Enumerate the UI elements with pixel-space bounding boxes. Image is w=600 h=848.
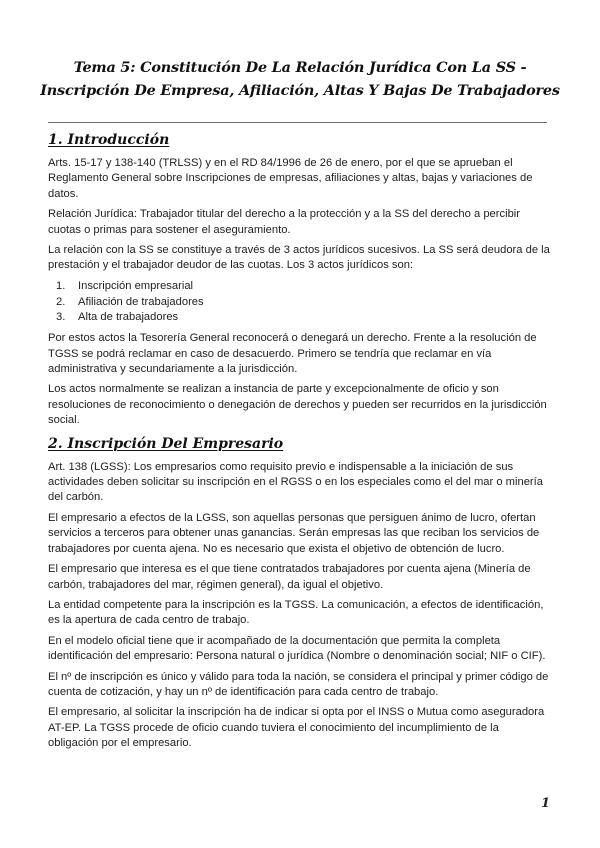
paragraph: En el modelo oficial tiene que ir acompañado de la documentación que permita la completa identificación del empresario: Persona natural o jurídica (Nombre o denominación social; NIF o CIF). — [48, 634, 546, 663]
list-item-text: Afiliación de trabajadores — [78, 295, 204, 308]
list-item-text: Alta de trabajadores — [78, 311, 179, 324]
list-item-number: 3. — [56, 311, 66, 324]
paragraph: El empresario, al solicitar la inscripción ha de indicar si opta por el INSS o Mutua como aseguradora AT-EP. La TGSS procede de oficio cuando tuviera el conocimiento del incumplimiento de la obligación por el empresario. — [48, 706, 545, 750]
list-item — [48, 279, 552, 295]
section-heading-introduccion: 1. Introducción — [48, 132, 170, 148]
paragraph: Por estos actos la Tesorería General reconocerá o denegará un derecho. Frente a la resolución de TGSS se podrá reclamar en caso de desacuerdo. Primero se tendría que reclamar en vía administrativa y secundariamente a la jurisdicción. — [48, 332, 537, 376]
document-body — [48, 130, 552, 757]
paragraph: La entidad competente para la inscripción es la TGSS. La comunicación, a efectos de identificación, es la apertura de cada centro de trabajo. — [48, 598, 544, 627]
list-item-number: 2. — [56, 295, 66, 308]
paragraph: El empresario que interesa es el que tiene contratados trabajadores por cuenta ajena (Minería de carbón, trabajadores del mar, régimen general), da igual el objetivo. — [48, 563, 531, 591]
numbered-list — [48, 279, 552, 326]
paragraph: Arts. 15-17 y 138-140 (TRLSS) y en el RD 84/1996 de 26 de enero, por el que se aprueban el Reglamento General sobre Inscripciones de empresas, afiliaciones y altas, bajas y variaciones de datos. — [48, 157, 533, 200]
paragraph: Los actos normalmente se realizan a instancia de parte y excepcionalmente de oficio y son resoluciones de reconocimiento o denegación de derechos y pueden ser recurridos en la jurisdicción social. — [48, 383, 547, 427]
paragraph: El empresario a efectos de la LGSS, son aquellas personas que persiguen ánimo de lucro, ofertan servicios a terceros para obtener unas ganancias. Serán empresas las que reciban los servicios de trabajadores por cuenta ajena. No es necesario que exista el objetivo de obtención de lucro. — [48, 511, 540, 555]
list-item-number: 1. — [56, 279, 66, 292]
list-item-text: Inscripción empresarial — [78, 279, 194, 292]
list-item — [48, 295, 552, 311]
paragraph: La relación con la SS se constituye a través de 3 actos jurídicos sucesivos. La SS será deudora de la prestación y el trabajador deudor de las cuotas. Los 3 actos jurídicos son: — [48, 244, 550, 272]
title-divider — [48, 122, 547, 123]
paragraph: Relación Jurídica: Trabajador titular del derecho a la protección y a la SS del derecho a percibir cuotas o primas para sostener el aseguramiento. — [48, 208, 520, 236]
paragraph: El nº de inscripción es único y válido para toda la nación, se considera el principal y primer código de cuenta de cotización, y hay un nº de identificación para cada centro de trabajo. — [48, 670, 549, 698]
document-title: Tema 5: Constitución De La Relación Jurídica Con La SS - Inscripción De Empresa, Afiliación, Altas Y Bajas De Trabajadores — [40, 59, 560, 99]
page-number: 1 — [540, 796, 550, 811]
paragraph: Art. 138 (LGSS): Los empresarios como requisito previo e indispensable a la iniciación de sus actividades deben solicitar su inscripción en el RGSS o en los especiales como el del mar o minería del carbón. — [48, 460, 543, 504]
list-item — [48, 310, 552, 326]
section-heading-inscripcion: 2. Inscripción Del Empresario — [48, 435, 284, 452]
